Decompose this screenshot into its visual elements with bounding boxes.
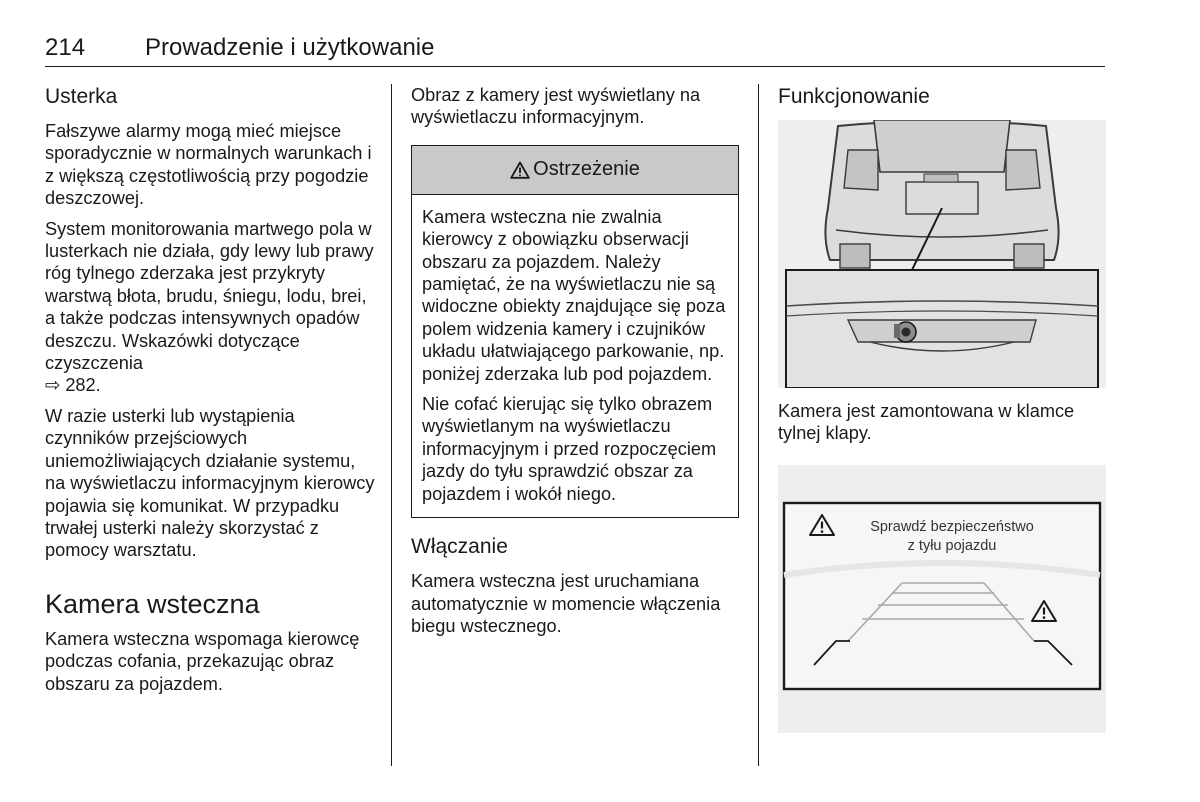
- paragraph: Obraz z kamery jest wyświetlany na wyświetlaczu informacyjnym.: [411, 85, 701, 128]
- display-message-line1: Sprawdź bezpieczeństwo: [870, 518, 1034, 535]
- column-right: [778, 84, 1108, 733]
- column-divider: [391, 84, 392, 766]
- section-heading-wlaczanie: Włączanie: [411, 535, 508, 559]
- warning-header: [412, 146, 738, 195]
- paragraph-text: System monitorowania martwego pola w lusterkach nie działa, gdy lewy lub prawy róg tylnego zderzaka jest przykryty warstwą błota, brudu, śniegu, lodu, brei, a także podczas intensywnych opadów deszczu. Wskazówki dotyczące czyszczenia: [45, 218, 374, 374]
- chapter-title: Prowadzenie i użytkowanie: [145, 34, 435, 61]
- warning-triangle-icon: [510, 161, 530, 179]
- warning-triangle-icon: [808, 513, 836, 537]
- paragraph: W razie usterki lub wystąpienia czynników przejściowych uniemożliwiających działanie systemu, na wyświetlaczu informacyjnym kierowcy pojawia się komunikat. W przypadku trwałej usterki należy skorzystać z pomocy warsztatu.: [45, 405, 375, 561]
- display-message-line2: z tyłu pojazdu: [907, 537, 997, 554]
- section-heading-kamera-wsteczna: Kamera wsteczna: [45, 588, 260, 619]
- paragraph: Fałszywe alarmy mogą mieć miejsce sporadycznie w normalnych warunkach i z większą częstotliwością przy pogodzie deszczowej.: [45, 121, 372, 209]
- rear-camera-display-illustration: [778, 465, 1106, 733]
- warning-paragraph: Kamera wsteczna nie zwalnia kierowcy z obowiązku obserwacji obszaru za pojazdem. Należy pamiętać, że na wyświetlaczu nie są widoczne obiekty znajdujące się poza polem widzenia kamery i czujników układu ułatwiającego parkowanie, np. poniżej zderzaka lub pod pojazdem.: [422, 206, 726, 384]
- warning-box: [411, 145, 739, 518]
- rear-camera-location-illustration: [778, 120, 1106, 388]
- display-message: [852, 518, 1052, 556]
- paragraph: Kamera wsteczna wspomaga kierowcę podczas cofania, przekazując obraz obszaru za pojazdem.: [45, 628, 360, 694]
- column-divider: [758, 84, 759, 766]
- page-reference-number: 282.: [65, 375, 101, 396]
- column-left: [45, 84, 375, 703]
- arrow-right-icon: ⇨: [45, 375, 61, 396]
- page-reference[interactable]: [45, 375, 101, 395]
- section-heading-funkcjonowanie: Funkcjonowanie: [778, 85, 930, 108]
- page-header: [45, 34, 1105, 67]
- obstacle-warning-icon: [1030, 599, 1058, 623]
- paragraph: Kamera wsteczna jest uruchamiana automatycznie w momencie włączenia biegu wstecznego.: [411, 571, 721, 636]
- warning-paragraph: Nie cofać kierując się tylko obrazem wyświetlanym na wyświetlaczu informacyjnym i przed rozpoczęciem jazdy do tyłu sprawdzić obszar za pojazdem i wokół niego.: [422, 394, 717, 504]
- section-heading-usterka: Usterka: [45, 85, 118, 108]
- page-number: 214: [45, 34, 86, 61]
- column-middle: [411, 84, 739, 645]
- illustration-caption: Kamera jest zamontowana w klamce tylnej klapy.: [778, 401, 1075, 444]
- warning-title: Ostrzeżenie: [533, 158, 640, 181]
- paragraph: [45, 218, 375, 397]
- warning-body: [412, 195, 738, 517]
